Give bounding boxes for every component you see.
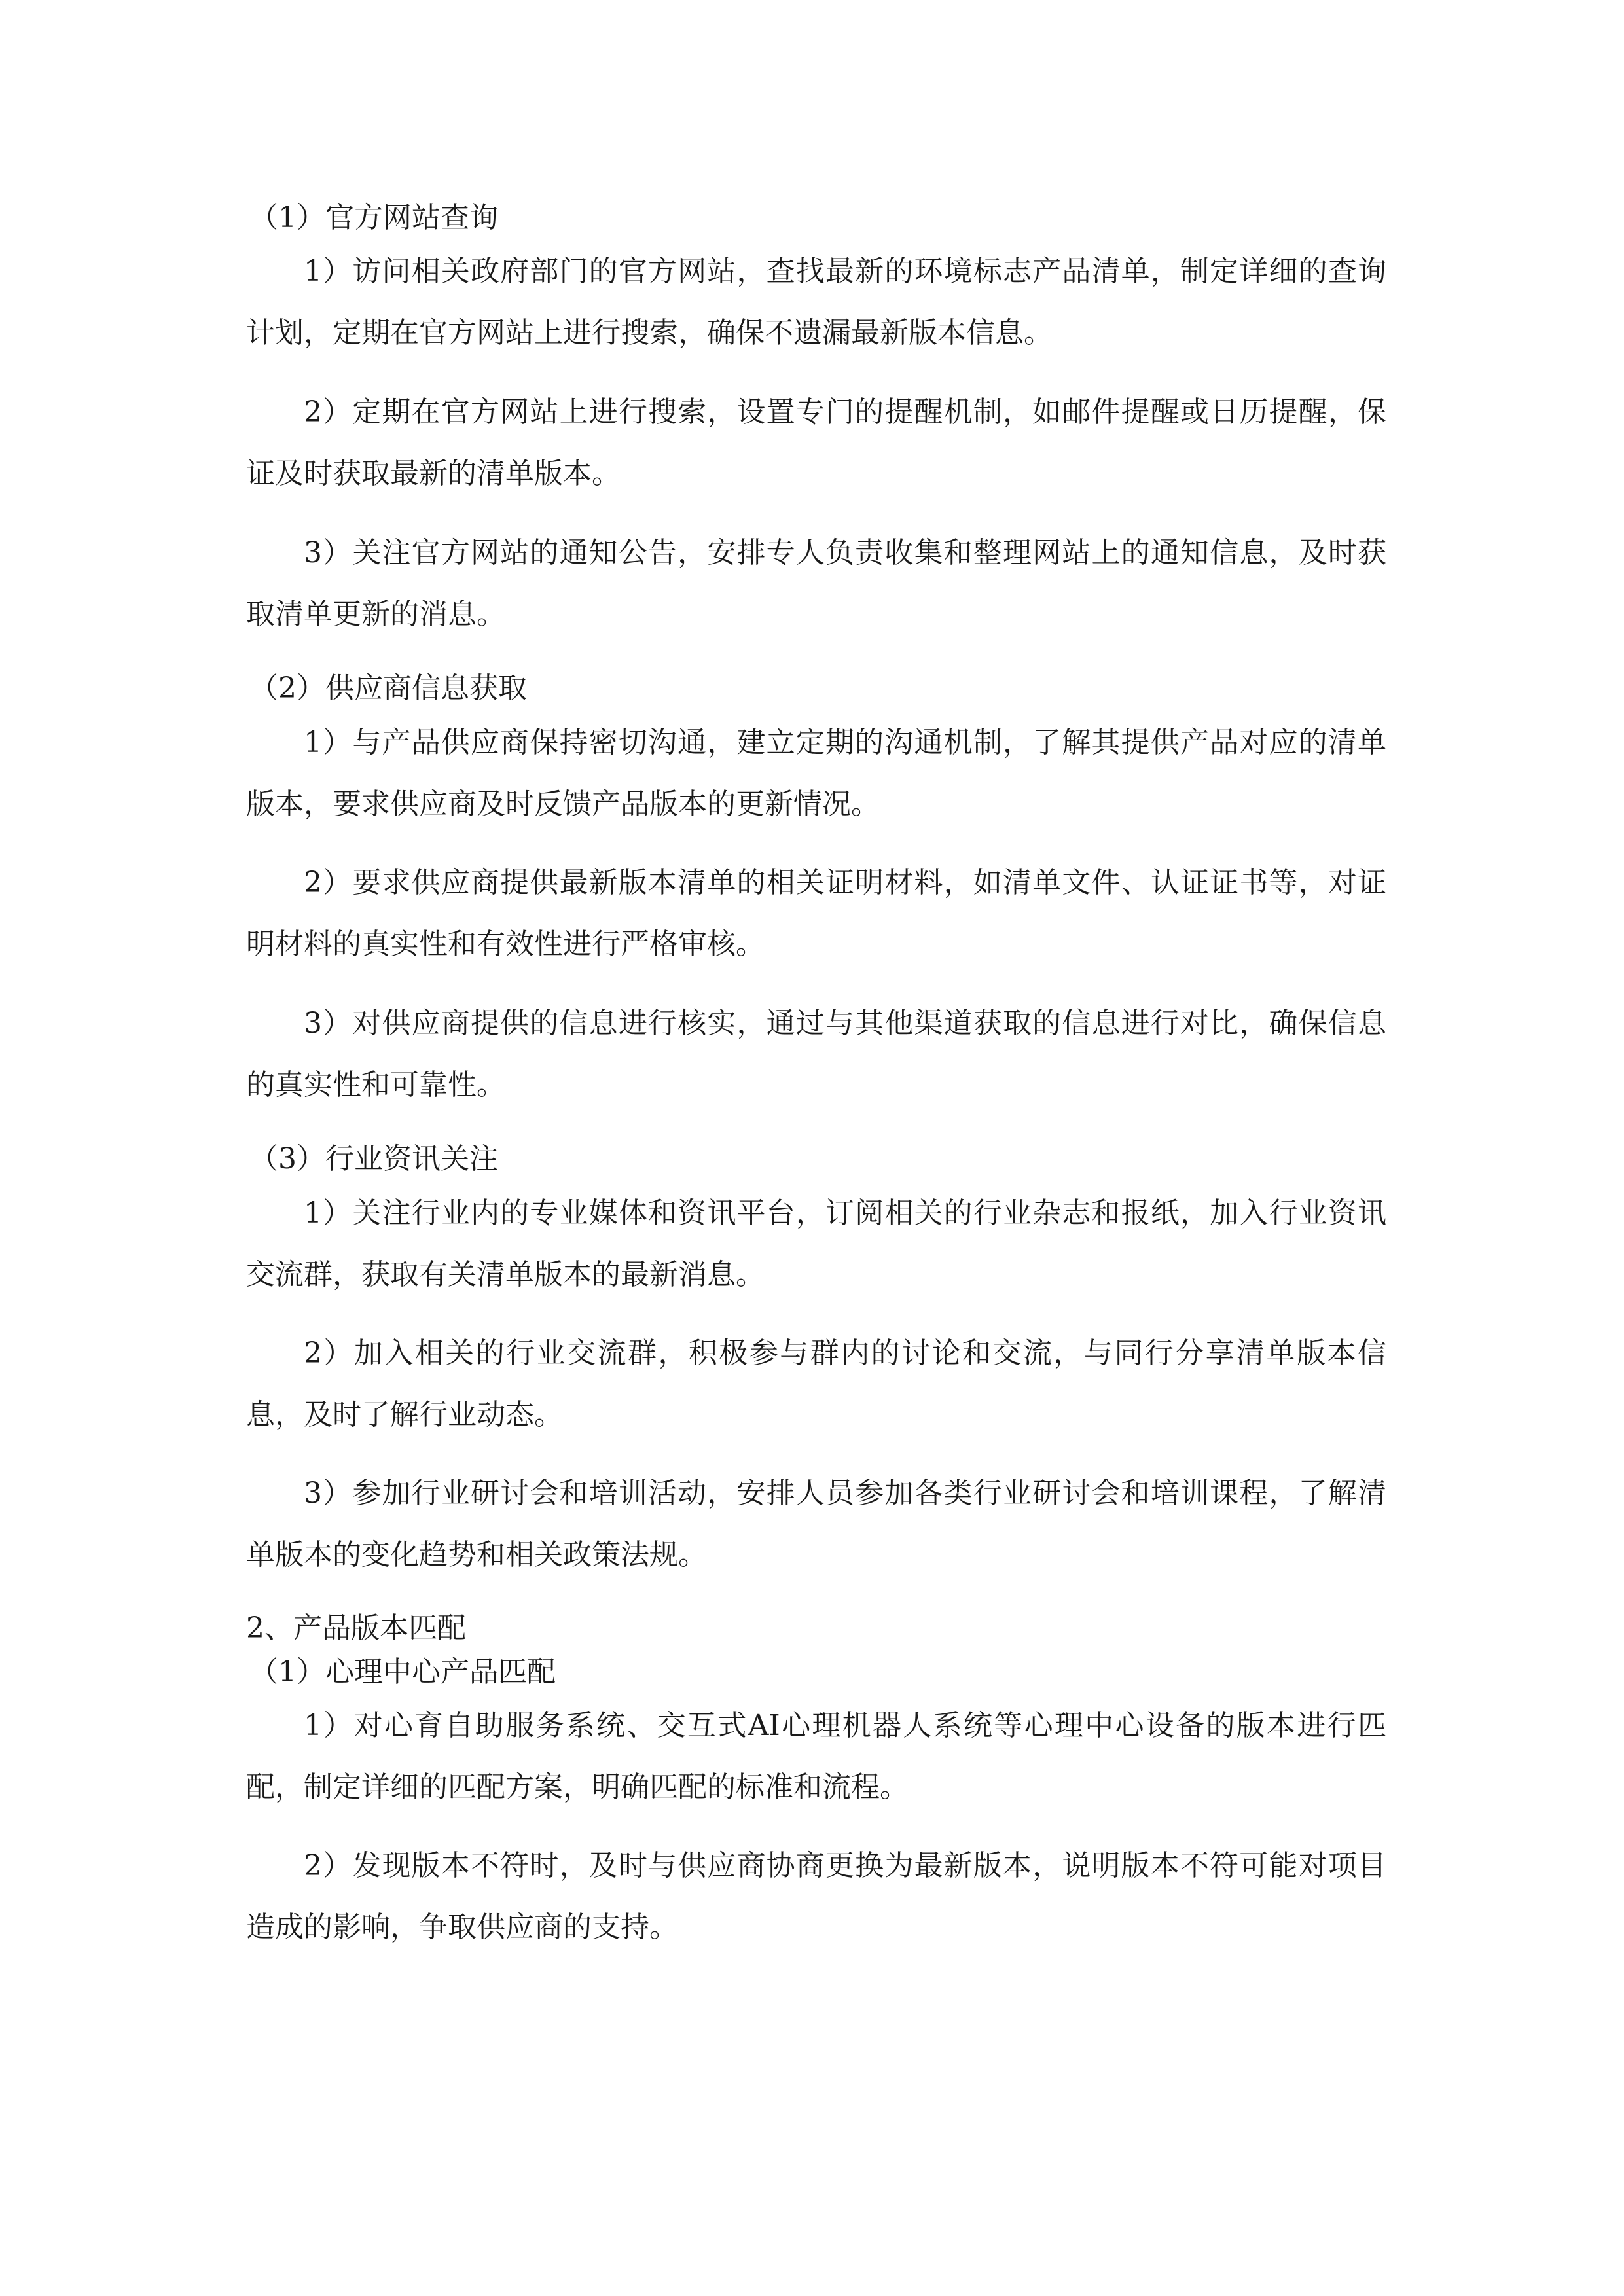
section-heading-industry-news: （3）行业资讯关注	[249, 1142, 498, 1175]
paragraph: 1）访问相关政府部门的官方网站，查找最新的环境标志产品清单，制定详细的查询计划，定期在官方网站上进行搜索，确保不遗漏最新版本信息。	[246, 255, 1386, 350]
paragraph: 3）对供应商提供的信息进行核实，通过与其他渠道获取的信息进行对比，确保信息的真实性和可靠性。	[246, 1007, 1386, 1102]
paragraph: 1）关注行业内的专业媒体和资讯平台，订阅相关的行业杂志和报纸，加入行业资讯交流群，获取有关清单版本的最新消息。	[246, 1196, 1386, 1291]
section-heading-official-website: （1）官方网站查询	[249, 201, 498, 234]
paragraph: 3）关注官方网站的通知公告，安排专人负责收集和整理网站上的通知信息，及时获取清单更新的消息。	[246, 536, 1386, 631]
paragraph: 2）发现版本不符时，及时与供应商协商更换为最新版本，说明版本不符可能对项目造成的影响，争取供应商的支持。	[246, 1849, 1386, 1944]
chapter-heading-product-version-matching: 2、产品版本匹配	[246, 1611, 466, 1645]
paragraph: 3）参加行业研讨会和培训活动，安排人员参加各类行业研讨会和培训课程，了解清单版本的变化趋势和相关政策法规。	[246, 1477, 1386, 1571]
paragraph: 2）要求供应商提供最新版本清单的相关证明材料，如清单文件、认证证书等，对证明材料的真实性和有效性进行严格审核。	[246, 866, 1386, 961]
section-heading-supplier-info: （2）供应商信息获取	[249, 672, 527, 705]
paragraph: 1）与产品供应商保持密切沟通，建立定期的沟通机制，了解其提供产品对应的清单版本，要求供应商及时反馈产品版本的更新情况。	[246, 726, 1386, 821]
paragraph: 2）定期在官方网站上进行搜索，设置专门的提醒机制，如邮件提醒或日历提醒，保证及时获取最新的清单版本。	[246, 395, 1386, 490]
section-heading-psych-center: （1）心理中心产品匹配	[249, 1655, 556, 1689]
paragraph: 2）加入相关的行业交流群，积极参与群内的讨论和交流，与同行分享清单版本信息，及时了解行业动态。	[246, 1336, 1386, 1431]
paragraph: 1）对心育自助服务系统、交互式AI心理机器人系统等心理中心设备的版本进行匹配，制定详细的匹配方案，明确匹配的标准和流程。	[246, 1709, 1386, 1804]
